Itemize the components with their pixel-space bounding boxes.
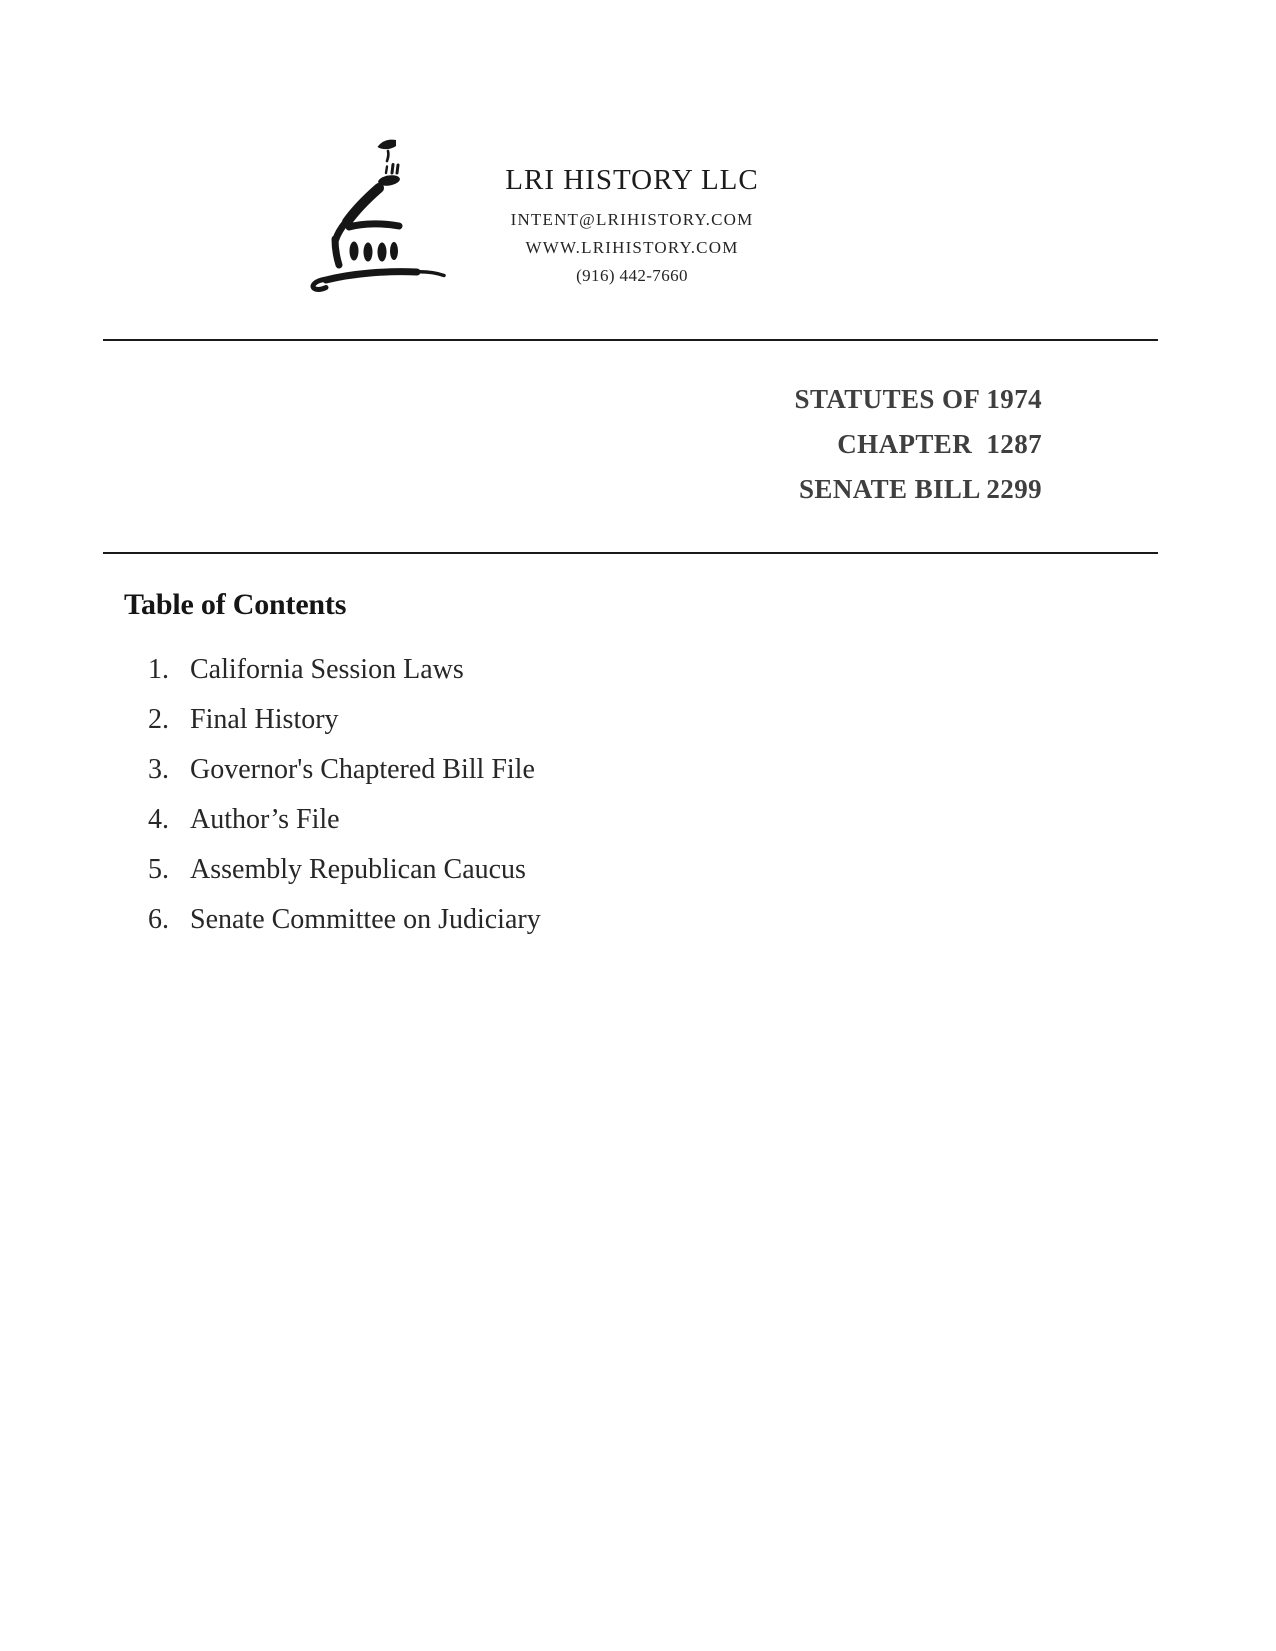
chapter-line: CHAPTER 1287 — [837, 429, 1042, 459]
toc-item — [148, 895, 541, 945]
company-website: WWW.LRIHISTORY.COM — [525, 238, 739, 257]
capitol-dome-icon — [292, 127, 452, 297]
toc-heading: Table of Contents — [124, 588, 347, 621]
toc-item-number: 6. — [148, 904, 169, 935]
toc-item-number: 4. — [148, 804, 169, 835]
toc-item-label: Assembly Republican Caucus — [190, 854, 526, 885]
toc-item-number: 5. — [148, 854, 169, 885]
company-phone: (916) 442-7660 — [576, 266, 688, 285]
senate-bill-line: SENATE BILL 2299 — [799, 474, 1042, 504]
company-name: LRI HISTORY LLC — [505, 164, 759, 196]
toc-item-number: 3. — [148, 754, 169, 785]
statutes-line: STATUTES OF 1974 — [794, 384, 1042, 414]
letterhead — [456, 0, 808, 300]
toc-item — [148, 795, 541, 845]
statute-reference-block — [795, 377, 1042, 512]
toc-list — [148, 645, 541, 945]
toc-item-label: Final History — [190, 704, 339, 735]
toc-item-label: California Session Laws — [190, 654, 464, 685]
toc-item — [148, 845, 541, 895]
toc-item-label: Author’s File — [190, 804, 340, 835]
toc-item-label: Governor's Chaptered Bill File — [190, 754, 535, 785]
toc-item-label: Senate Committee on Judiciary — [190, 904, 541, 935]
toc-item-number: 1. — [148, 654, 169, 685]
toc-item — [148, 695, 541, 745]
company-email: INTENT@LRIHISTORY.COM — [510, 210, 754, 229]
toc-item — [148, 745, 541, 795]
capitol-logo — [292, 127, 452, 297]
toc-item — [148, 645, 541, 695]
toc-item-number: 2. — [148, 704, 169, 735]
divider-bottom — [103, 552, 1158, 554]
divider-top — [103, 339, 1158, 341]
